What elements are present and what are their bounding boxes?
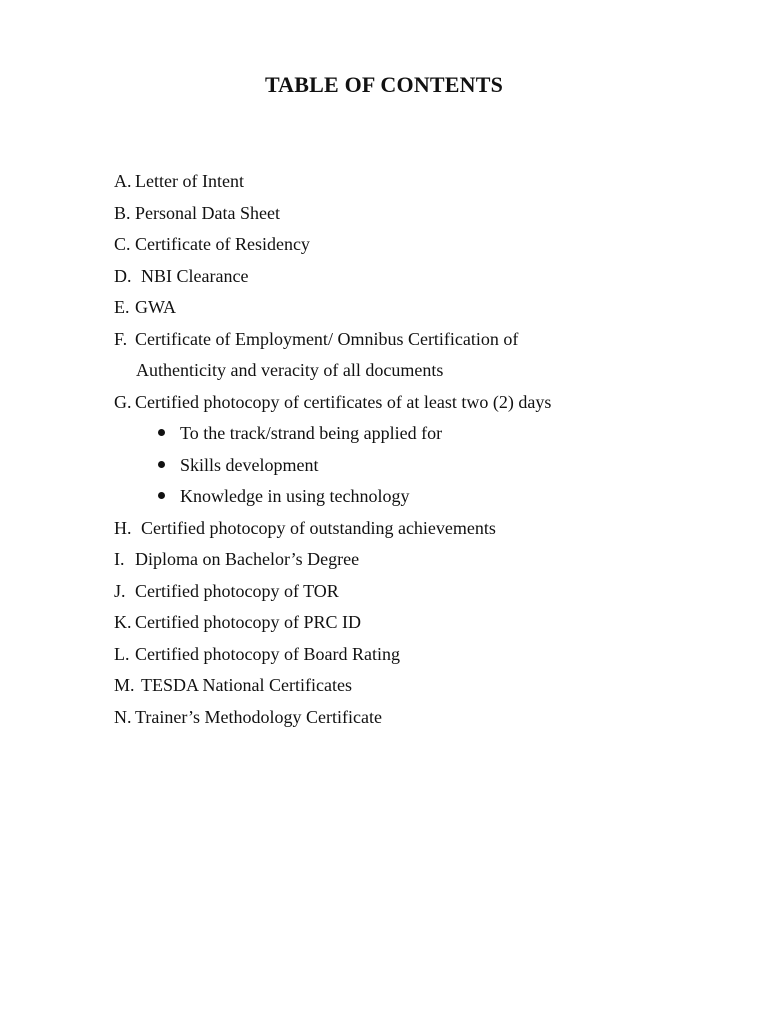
item-text: Certified photocopy of certificates of at least two (2) days [135, 391, 552, 412]
toc-item-d [114, 261, 714, 293]
item-letter: N. [114, 706, 132, 727]
item-letter: I. [114, 549, 125, 569]
item-text: GWA [135, 297, 176, 317]
item-letter: A. [114, 171, 132, 191]
bullet-icon [158, 492, 165, 499]
toc-item-b [114, 198, 714, 230]
item-letter: H. [114, 517, 132, 538]
item-letter: F. [114, 328, 128, 349]
item-text: Certified photocopy of Board Rating [135, 643, 400, 664]
item-text: Personal Data Sheet [135, 202, 280, 223]
item-letter: J. [114, 580, 126, 601]
toc-item-h [114, 513, 714, 545]
toc-item-f [114, 324, 714, 387]
toc-item-c [114, 229, 714, 261]
item-text: TESDA National Certificates [141, 675, 352, 695]
item-text: Certified photocopy of TOR [135, 580, 339, 601]
toc-item-g [114, 387, 714, 513]
item-letter: B. [114, 202, 131, 223]
sub-item-text: Skills development [180, 454, 319, 475]
item-letter: E. [114, 297, 130, 317]
item-letter: D. [114, 265, 132, 286]
item-text: Certified photocopy of PRC ID [135, 612, 361, 632]
sub-item [114, 450, 714, 482]
toc-item-e [114, 292, 714, 324]
sub-item-text: Knowledge in using technology [180, 486, 410, 506]
toc-item-i [114, 544, 714, 576]
item-letter: K. [114, 612, 132, 632]
sub-item-text: To the track/strand being applied for [180, 423, 443, 443]
item-letter: M. [114, 675, 135, 695]
item-letter: L. [114, 643, 130, 664]
item-text: Certificate of Residency [135, 234, 310, 254]
toc-item-a [114, 166, 714, 198]
toc-item-j [114, 576, 714, 608]
item-text: Diploma on Bachelor’s Degree [135, 549, 360, 569]
toc-item-n [114, 702, 714, 734]
toc-item-m [114, 670, 714, 702]
item-text: Letter of Intent [135, 171, 244, 191]
bullet-icon [158, 461, 165, 468]
item-letter: G. [114, 391, 132, 412]
item-text: Certified photocopy of outstanding achievements [141, 517, 496, 538]
item-letter: C. [114, 234, 131, 254]
bullet-icon [158, 429, 165, 436]
page-title: TABLE OF CONTENTS [264, 72, 504, 97]
item-continuation: Authenticity and veracity of all documents [136, 360, 444, 380]
sub-item [114, 418, 714, 450]
sub-item [114, 481, 714, 513]
item-text: Certificate of Employment/ Omnibus Certification of [135, 328, 519, 349]
toc-item-k [114, 607, 714, 639]
item-text: Trainer’s Methodology Certificate [135, 706, 382, 727]
item-text: NBI Clearance [141, 265, 249, 286]
toc-list [114, 166, 714, 733]
sub-list [114, 418, 714, 513]
toc-item-l [114, 639, 714, 671]
